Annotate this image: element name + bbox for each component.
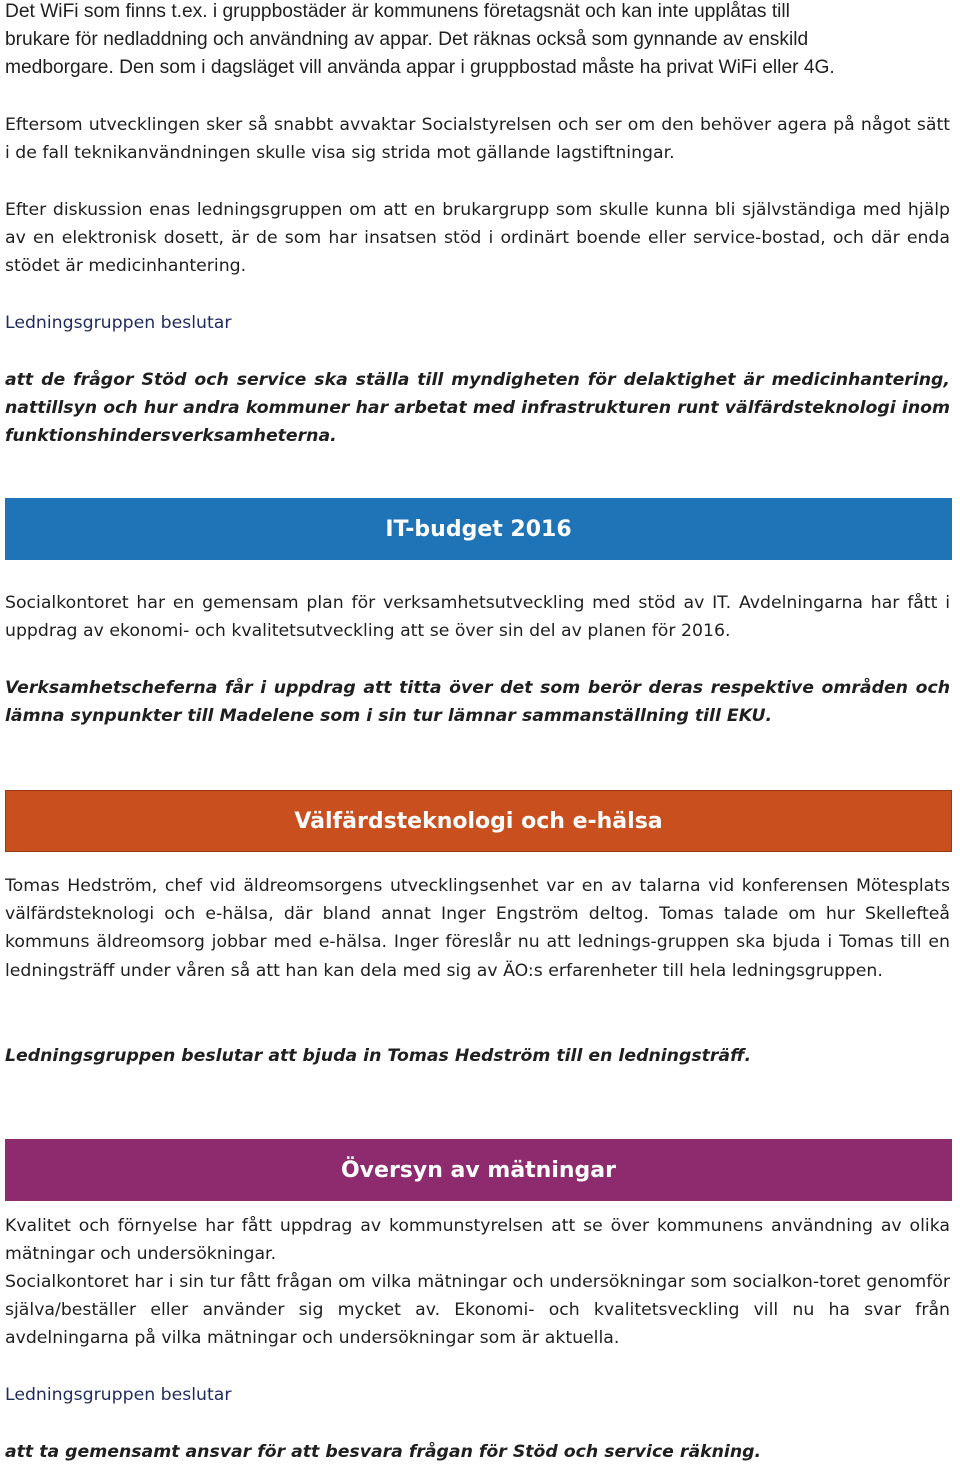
socialstyrelsen-paragraph: Eftersom utvecklingen sker så snabbt avvaktar Socialstyrelsen och ser om den behöver agera på något sätt i de fall teknikanvändningen skulle visa sig strida mot gällande lagstiftningar. — [5, 115, 950, 164]
oversyn-paragraph-2: Socialkontoret har i sin tur fått frågan om vilka mätningar och undersökningar som socialkon-toret genomför själva/beställer eller använder sig mycket av. Ekonomi- och kvalitetsveckling vill nu ha svar från avdelningarna på vilka mätningar och undersökningar som är aktuella. — [5, 1272, 950, 1349]
intro-line: medborgare. Den som i dagsläget vill använda appar i gruppbostad måste ha privat WiFi eller 4G. — [5, 57, 835, 79]
section-heading-valfardsteknologi: Välfärdsteknologi och e-hälsa — [5, 790, 952, 852]
oversyn-paragraph-1: Kvalitet och förnyelse har fått uppdrag av kommunstyrelsen att se över kommunens användning av olika mätningar och undersökningar. — [5, 1216, 950, 1265]
oversyn-decision: att ta gemensamt ansvar för att besvara frågan för Stöd och service räkning. — [5, 1442, 762, 1462]
diskussion-paragraph: Efter diskussion enas ledningsgruppen om att en brukargrupp som skulle kunna bli självständiga med hjälp av en elektronisk dosett, är de som har insatsen stöd i ordinärt boende eller service-bostad, och där enda stödet är medicinhantering. — [5, 200, 950, 277]
it-budget-decision: Verksamhetscheferna får i uppdrag att titta över det som berör deras respektive områden och lämna synpunkter till Madelene som i sin tur lämnar sammanställning till EKU. — [5, 678, 950, 727]
it-budget-paragraph: Socialkontoret har en gemensam plan för verksamhetsutveckling med stöd av IT. Avdelningarna har fått i uppdrag av ekonomi- och kvalitetsutveckling att se över sin del av planen för 2016. — [5, 593, 950, 642]
valfardsteknologi-decision: Ledningsgruppen beslutar att bjuda in Tomas Hedström till en ledningsträff. — [5, 1046, 752, 1066]
decision-text: att de frågor Stöd och service ska ställa till myndigheten för delaktighet är medicinhantering, nattillsyn och hur andra kommuner har arbetat med infrastrukturen runt välfärdsteknologi inom funktionshindersverksamheterna. — [5, 370, 950, 447]
valfardsteknologi-paragraph: Tomas Hedström, chef vid äldreomsorgens utvecklingsenhet var en av talarna vid konferensen Mötesplats välfärdsteknologi och e-hälsa, där bland annat Inger Engström deltog. Tomas talade om hur Skellefteå kommuns äldreomsorg jobbar med e-hälsa. Inger föreslår nu att lednings-gruppen ska bjuda i Tomas till en ledningsträff under våren så att han kan dela med sig av ÄO:s erfarenheter till hela ledningsgruppen. — [5, 876, 950, 981]
section-heading-it-budget: IT-budget 2016 — [5, 498, 952, 560]
intro-paragraph — [5, 0, 950, 83]
section-heading-oversyn: Översyn av mätningar — [5, 1139, 952, 1201]
oversyn-decision-label: Ledningsgruppen beslutar — [5, 1385, 232, 1405]
decision-label: Ledningsgruppen beslutar — [5, 313, 232, 333]
intro-line: Det WiFi som finns t.ex. i gruppbostäder är kommunens företagsnät och kan inte upplåtas till — [5, 1, 790, 22]
intro-line: brukare för nedladdning och användning av appar. Det räknas också som gynnande av enskild — [5, 29, 809, 51]
